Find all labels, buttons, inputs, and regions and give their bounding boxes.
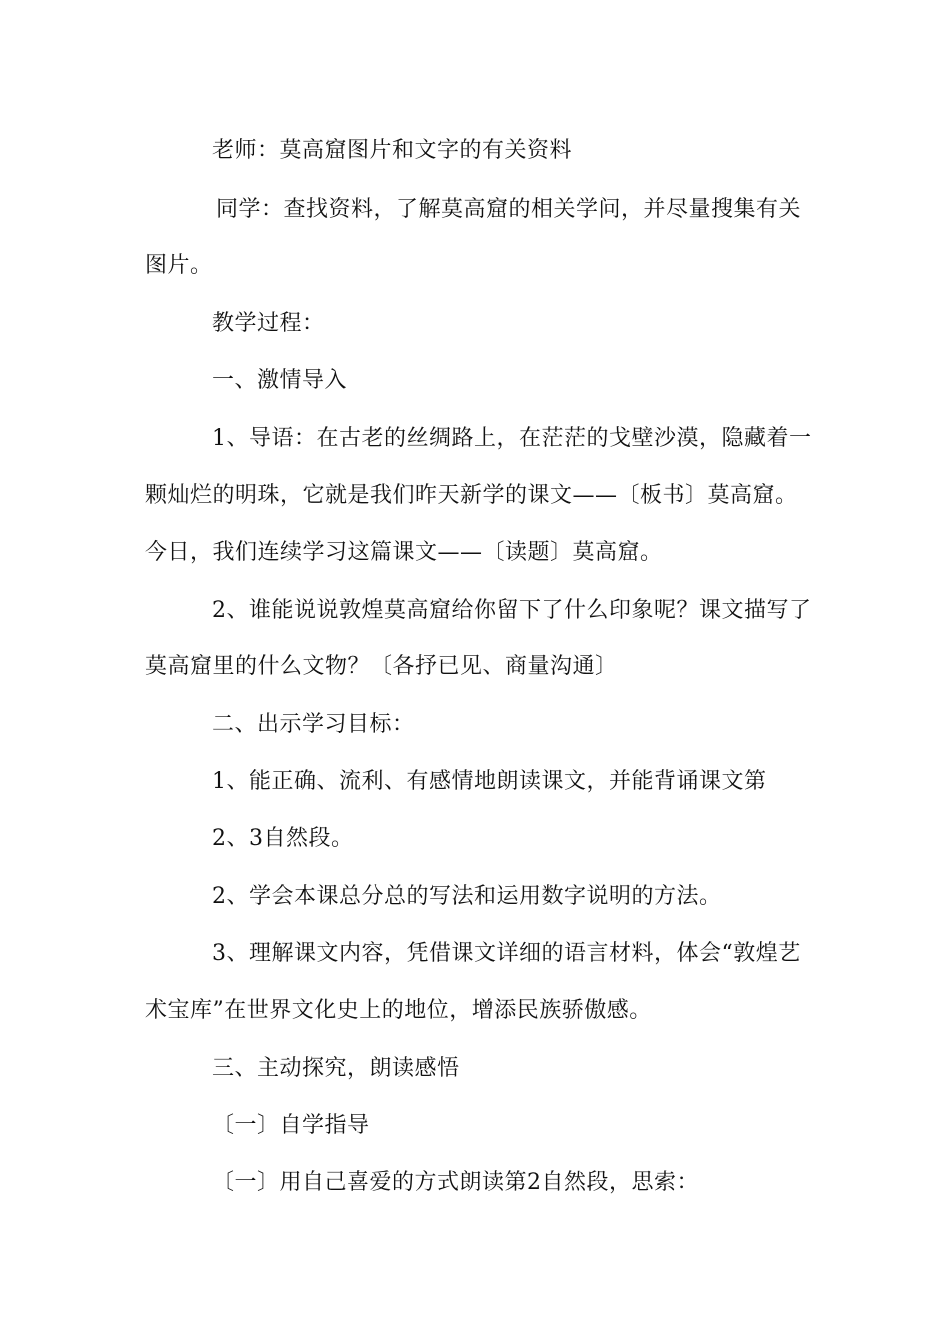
- paragraph-line: 图片。: [145, 253, 213, 278]
- paragraph-line: 1、导语：在古老的丝绸路上，在茫茫的戈壁沙漠，隐藏着一: [212, 426, 812, 451]
- paragraph-line: 今日，我们连续学习这篇课文——〔读题〕莫高窟。: [145, 540, 663, 565]
- section-heading: 二、出示学习目标：: [212, 712, 415, 737]
- paragraph-line: 同学：查找资料，了解莫高窟的相关学问，并尽量搜集有关: [216, 197, 802, 222]
- paragraph-line: 教学过程：: [212, 311, 325, 336]
- paragraph-line: 3、理解课文内容，凭借课文详细的语言材料，体会“敦煌艺: [212, 941, 801, 966]
- paragraph-line: 老师：莫高窟图片和文字的有关资料: [212, 138, 573, 163]
- subsection-heading: 〔一〕自学指导: [212, 1113, 370, 1138]
- paragraph-line: 2、谁能说说敦煌莫高窟给你留下了什么印象呢？课文描写了: [212, 598, 812, 623]
- paragraph-line: 2、3自然段。: [212, 826, 354, 851]
- paragraph-line: 1、能正确、流利、有感情地朗读课文，并能背诵课文第: [212, 769, 767, 794]
- paragraph-line: 〔一〕用自己喜爱的方式朗读第2自然段，思索：: [212, 1170, 699, 1195]
- paragraph-line: 莫高窟里的什么文物？〔各抒已见、商量沟通〕: [145, 654, 618, 679]
- paragraph-line: 术宝库”在世界文化史上的地位，增添民族骄傲感。: [145, 998, 652, 1023]
- section-heading: 一、激情导入: [212, 368, 348, 393]
- section-heading: 三、主动探究，朗读感悟: [212, 1056, 460, 1081]
- paragraph-line: 2、学会本课总分总的写法和运用数字说明的方法。: [212, 884, 722, 909]
- paragraph-line: 颗灿烂的明珠，它就是我们昨天新学的课文——〔板书〕莫高窟。: [145, 483, 798, 508]
